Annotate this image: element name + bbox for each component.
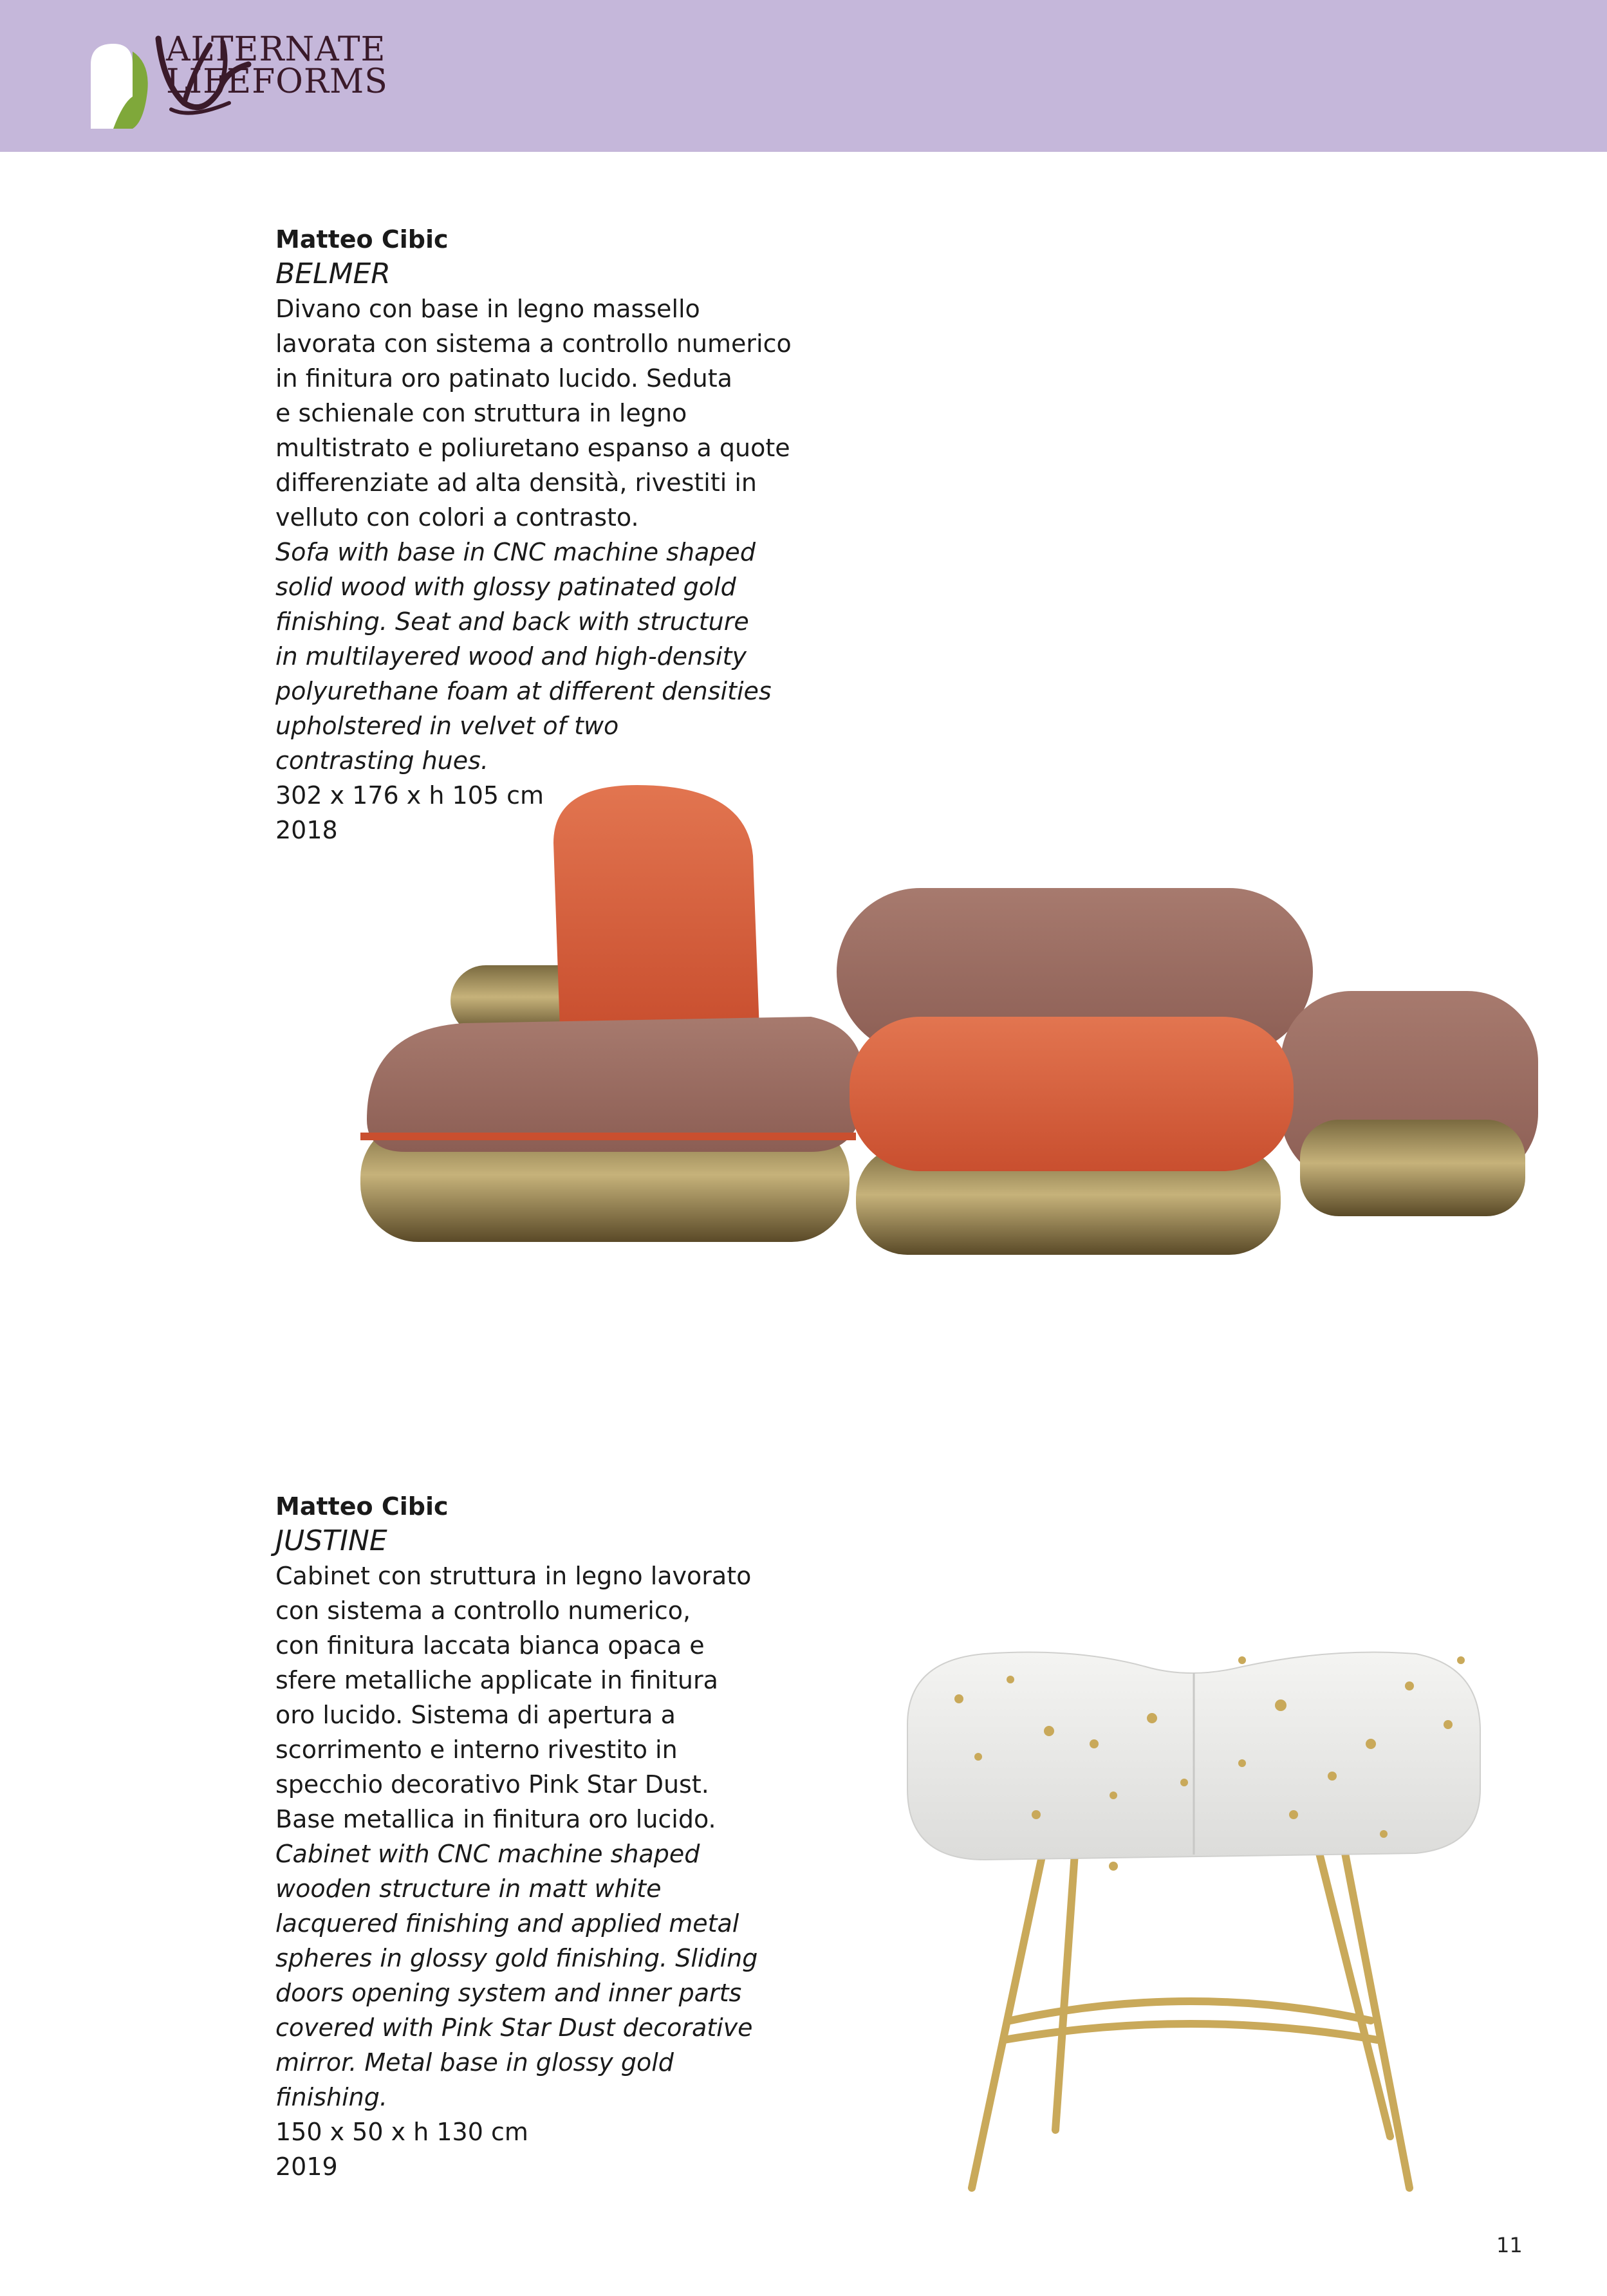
page-number: 11 bbox=[1496, 2233, 1523, 2257]
it-line: multistrato e poliuretano espanso a quote bbox=[275, 434, 790, 462]
brand-name bbox=[166, 30, 388, 101]
brand-line-2: LIFEFORMS bbox=[166, 62, 388, 101]
en-line: covered with Pink Star Dust decorative bbox=[275, 2014, 753, 2042]
it-line: e schienale con struttura in legno bbox=[275, 399, 687, 427]
en-line: Cabinet with CNC machine shaped bbox=[275, 1840, 700, 1868]
it-line: Divano con base in legno massello bbox=[275, 295, 700, 323]
en-line: spheres in glossy gold finishing. Sliding bbox=[275, 1944, 758, 1972]
it-line: Base metallica in finitura oro lucido. bbox=[275, 1805, 716, 1833]
en-line: mirror. Metal base in glossy gold bbox=[275, 2048, 674, 2077]
product-title: BELMER bbox=[275, 257, 391, 290]
en-line: in multilayered wood and high-density bbox=[275, 642, 747, 671]
cabinet-illustration bbox=[882, 1622, 1506, 2201]
sofa-illustration bbox=[348, 759, 1545, 1261]
en-line: wooden structure in matt white bbox=[275, 1875, 662, 1903]
product-title: JUSTINE bbox=[275, 1524, 387, 1557]
en-line: doors opening system and inner parts bbox=[275, 1979, 742, 2007]
it-line: specchio decorativo Pink Star Dust. bbox=[275, 1770, 709, 1799]
en-line: lacquered finishing and applied metal bbox=[275, 1909, 739, 1938]
page-header bbox=[0, 0, 1607, 152]
it-line: differenziate ad alta densità, rivestiti in bbox=[275, 468, 757, 497]
dimensions: 150 x 50 x h 130 cm bbox=[275, 2118, 528, 2146]
dimensions: 302 x 176 x h 105 cm bbox=[275, 781, 544, 810]
en-line: finishing. bbox=[275, 2083, 387, 2111]
year: 2019 bbox=[275, 2152, 338, 2181]
it-line: sfere metalliche applicate in finitura bbox=[275, 1666, 718, 1694]
it-line: oro lucido. Sistema di apertura a bbox=[275, 1701, 676, 1729]
it-line: con finitura laccata bianca opaca e bbox=[275, 1631, 705, 1660]
en-line: solid wood with glossy patinated gold bbox=[275, 573, 736, 601]
it-line: lavorata con sistema a controllo numerico bbox=[275, 329, 792, 358]
it-line: Cabinet con struttura in legno lavorato bbox=[275, 1562, 752, 1590]
en-line: polyurethane foam at different densities bbox=[275, 677, 772, 705]
en-line: contrasting hues. bbox=[275, 746, 488, 775]
it-line: in finitura oro patinato lucido. Seduta bbox=[275, 364, 732, 393]
it-line: velluto con colori a contrasto. bbox=[275, 503, 639, 532]
entry-belmer bbox=[275, 222, 855, 847]
year: 2018 bbox=[275, 816, 338, 844]
en-line: upholstered in velvet of two bbox=[275, 712, 619, 740]
en-line: finishing. Seat and back with structure bbox=[275, 607, 749, 636]
entry-justine bbox=[275, 1489, 855, 2184]
designer-name: Matteo Cibic bbox=[275, 1492, 449, 1521]
designer-name: Matteo Cibic bbox=[275, 225, 449, 254]
it-line: scorrimento e interno rivestito in bbox=[275, 1736, 678, 1764]
en-line: Sofa with base in CNC machine shaped bbox=[275, 538, 756, 566]
brand-line-1: ALTERNATE bbox=[166, 30, 386, 69]
it-line: con sistema a controllo numerico, bbox=[275, 1597, 691, 1625]
